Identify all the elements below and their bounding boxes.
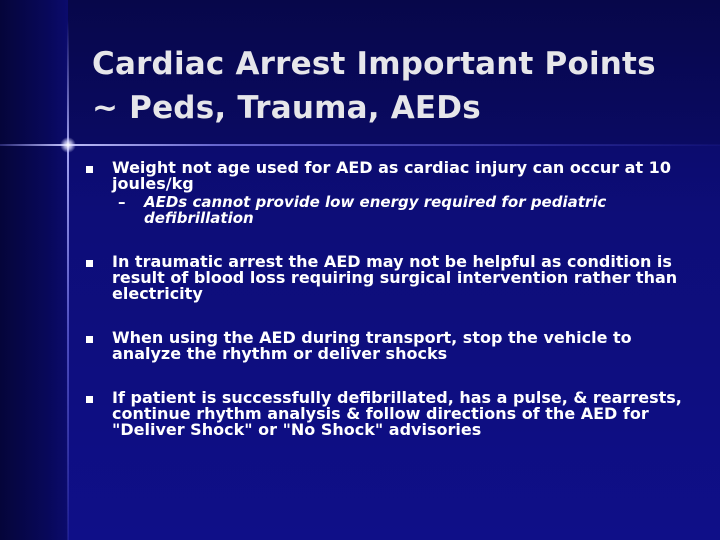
- bullet-list: [84, 152, 704, 438]
- glow-star-icon: [60, 137, 76, 153]
- dash-marker: –: [118, 193, 126, 211]
- bullet-item-4: [84, 390, 704, 438]
- bullet-text: If patient is successfully defibrillated, has a pulse, & rearrests, continue rhythm analysis & follow directions of the AED for "Deliver Shock" or "No Shock" advisories: [112, 388, 682, 439]
- sub-bullet-text: AEDs cannot provide low energy required for pediatric defibrillation: [144, 193, 607, 227]
- square-bullet-icon: [86, 336, 93, 343]
- bullet-item-1: [84, 160, 704, 192]
- sub-bullet-item: [112, 194, 704, 226]
- title-line-2: ~ Peds, Trauma, AEDs: [92, 90, 481, 126]
- slide-title: [92, 42, 702, 130]
- square-bullet-icon: [86, 260, 93, 267]
- vertical-glow-line: [67, 20, 69, 540]
- square-bullet-icon: [86, 166, 93, 173]
- bullet-text: When using the AED during transport, stop the vehicle to analyze the rhythm or deliver shocks: [112, 328, 632, 363]
- bullet-text: Weight not age used for AED as cardiac injury can occur at 10 joules/kg: [112, 158, 671, 193]
- title-line-1: Cardiac Arrest Important Points: [92, 46, 656, 82]
- horizontal-glow-line: [0, 144, 720, 146]
- left-decorative-band: [0, 0, 68, 540]
- square-bullet-icon: [86, 396, 93, 403]
- bullet-item-3: [84, 330, 704, 362]
- bullet-text: In traumatic arrest the AED may not be helpful as condition is result of blood loss requiring surgical intervention rather than electricity: [112, 252, 678, 303]
- bullet-item-2: [84, 254, 704, 302]
